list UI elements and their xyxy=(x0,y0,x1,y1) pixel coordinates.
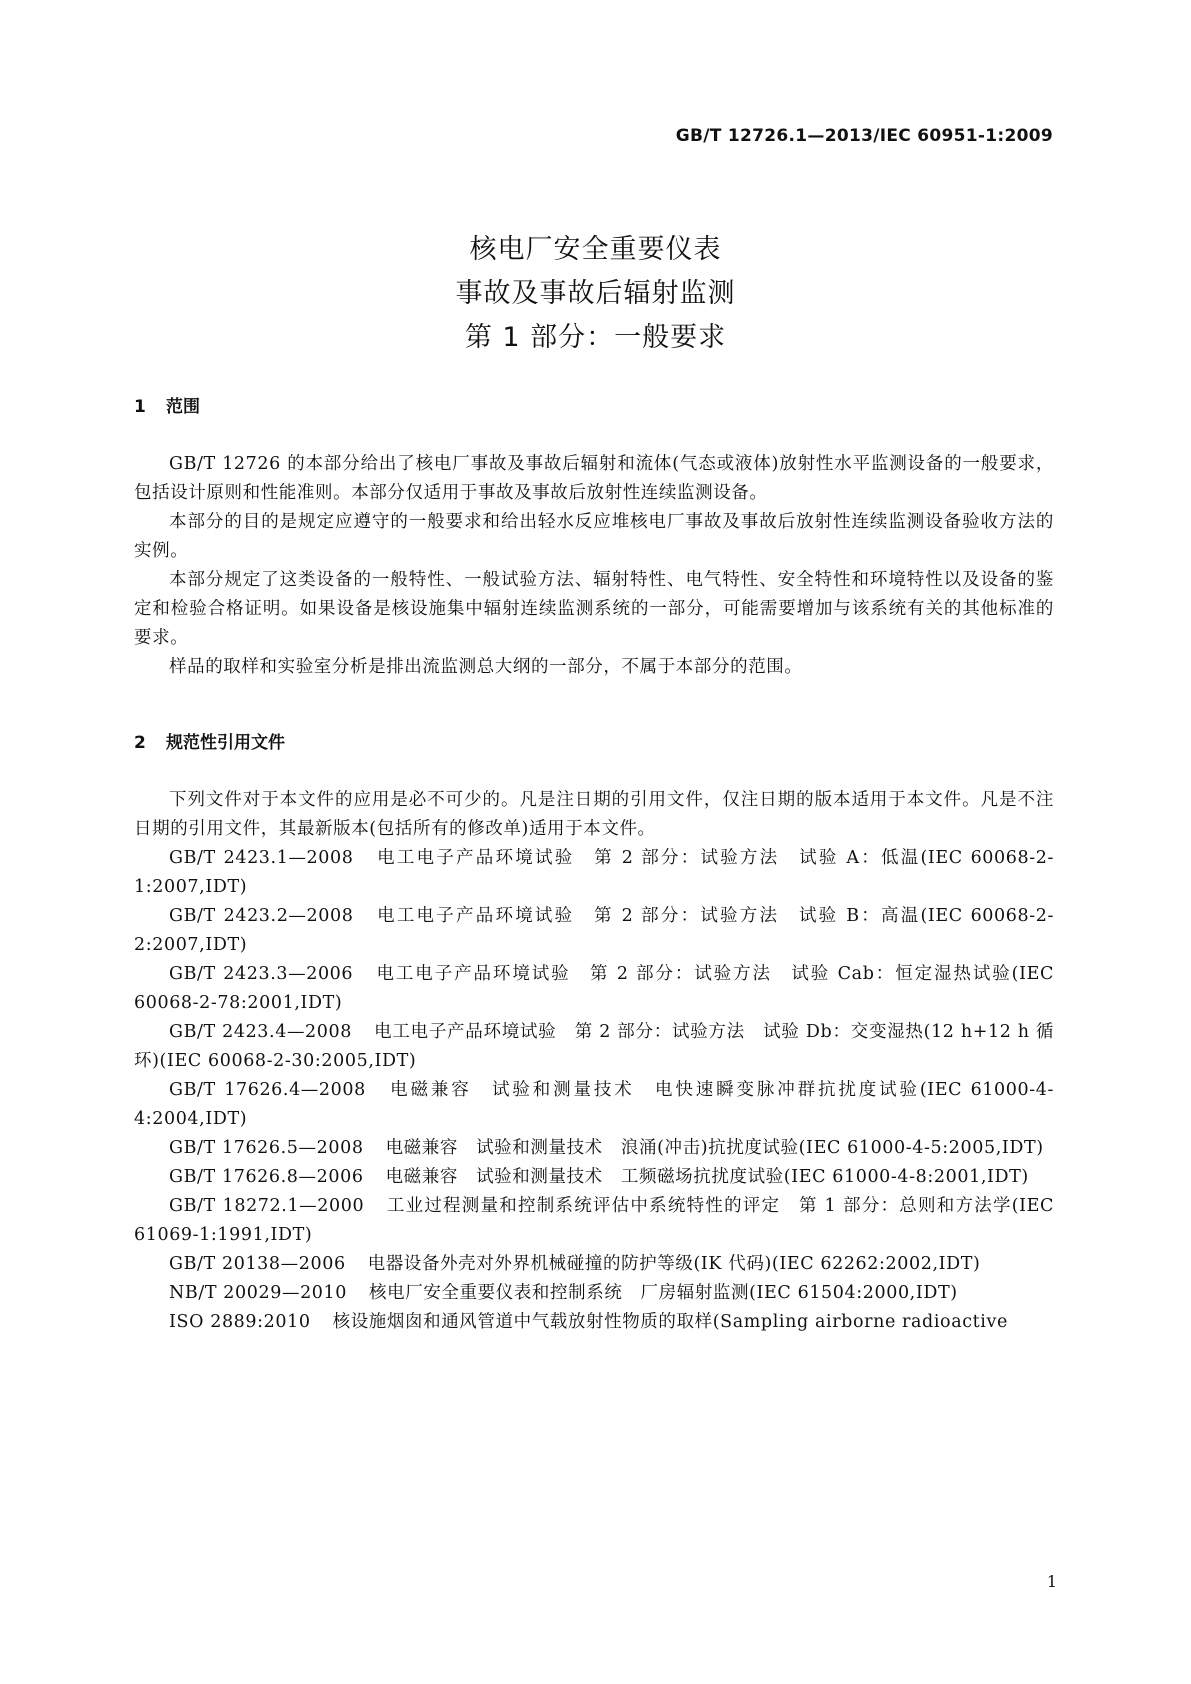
paragraph: 样品的取样和实验室分析是排出流监测总大纲的一部分，不属于本部分的范围。 xyxy=(169,657,803,677)
reference-title: 工业过程测量和控制系统评估中系统特性的评定 第 1 部分：总则和方法学(IEC 61069-1:1991,IDT) xyxy=(134,1196,1055,1245)
reference-title: 电器设备外壳对外界机械碰撞的防护等级(IK 代码)(IEC 62262:2002,IDT) xyxy=(367,1254,981,1274)
title-line-1: 核电厂安全重要仪表 xyxy=(469,234,722,265)
reference-title: 电工电子产品环境试验 第 2 部分：试验方法 试验 Db：交变湿热(12 h+12 h 循环)(IEC 60068-2-30:2005,IDT) xyxy=(134,1022,1055,1071)
reference-code: GB/T 18272.1—2000 xyxy=(169,1196,365,1216)
reference-code: GB/T 2423.3—2006 xyxy=(169,964,354,984)
title-line-2: 事故及事故后辐射监测 xyxy=(455,278,736,309)
reference-title: 电工电子产品环境试验 第 2 部分：试验方法 试验 Cab：恒定湿热试验(IEC 60068-2-78:2001,IDT) xyxy=(134,964,1054,1013)
reference-item xyxy=(134,1018,1054,1076)
title-line-3: 第 1 部分：一般要求 xyxy=(464,322,727,353)
standard-code: GB/T 12726.1—2013/IEC 60951-1:2009 xyxy=(675,126,1053,146)
section-1-body xyxy=(134,450,1054,682)
reference-title: 电工电子产品环境试验 第 2 部分：试验方法 试验 A：低温(IEC 60068-2-1:2007,IDT) xyxy=(134,848,1055,897)
reference-item xyxy=(134,1134,1054,1163)
reference-title: 电磁兼容 试验和测量技术 工频磁场抗扰度试验(IEC 61000-4-8:2001,IDT) xyxy=(385,1167,1029,1187)
paragraph: 本部分的目的是规定应遵守的一般要求和给出轻水反应堆核电厂事故及事故后放射性连续监测设备验收方法的实例。 xyxy=(134,512,1054,561)
section-number: 2 xyxy=(134,733,146,753)
reference-title: 电工电子产品环境试验 第 2 部分：试验方法 试验 B：高温(IEC 60068-2-2:2007,IDT) xyxy=(134,906,1054,955)
reference-title: 核设施烟囱和通风管道中气载放射性物质的取样(Sampling airborne radioactive xyxy=(332,1312,1008,1332)
section-2-heading xyxy=(134,728,285,753)
paragraph: 本部分规定了这类设备的一般特性、一般试验方法、辐射特性、电气特性、安全特性和环境特性以及设备的鉴定和检验合格证明。如果设备是核设施集中辐射连续监测系统的一部分，可能需要增加与该系统有关的其他标准的要求。 xyxy=(134,570,1054,648)
section-1-heading xyxy=(134,392,200,417)
reference-code: GB/T 2423.4—2008 xyxy=(169,1022,352,1042)
reference-title: 电磁兼容 试验和测量技术 电快速瞬变脉冲群抗扰度试验(IEC 61000-4-4:2004,IDT) xyxy=(134,1080,1055,1129)
reference-item xyxy=(134,844,1054,902)
reference-code: GB/T 2423.1—2008 xyxy=(169,848,354,868)
section-number: 1 xyxy=(134,397,146,417)
reference-code: GB/T 2423.2—2008 xyxy=(169,906,354,926)
page-number: 1 xyxy=(1046,1572,1057,1591)
paragraph: 下列文件对于本文件的应用是必不可少的。凡是注日期的引用文件，仅注日期的版本适用于本文件。凡是不注日期的引用文件，其最新版本(包括所有的修改单)适用于本文件。 xyxy=(134,790,1054,839)
reference-code: ISO 2889:2010 xyxy=(169,1312,311,1332)
reference-item xyxy=(134,1076,1054,1134)
reference-item xyxy=(134,1279,1054,1308)
reference-item xyxy=(134,1308,1054,1337)
reference-code: GB/T 17626.4—2008 xyxy=(169,1080,366,1100)
section-title: 范围 xyxy=(166,397,200,417)
section-title: 规范性引用文件 xyxy=(166,733,285,753)
reference-item xyxy=(134,1163,1054,1192)
reference-item xyxy=(134,960,1054,1018)
section-2-body xyxy=(134,786,1054,1337)
reference-item xyxy=(134,1192,1054,1250)
reference-code: GB/T 20138—2006 xyxy=(169,1254,346,1274)
reference-item xyxy=(134,902,1054,960)
reference-title: 电磁兼容 试验和测量技术 浪涌(冲击)抗扰度试验(IEC 61000-4-5:2005,IDT) xyxy=(385,1138,1044,1158)
paragraph: GB/T 12726 的本部分给出了核电厂事故及事故后辐射和流体(气态或液体)放射性水平监测设备的一般要求，包括设计原则和性能准则。本部分仅适用于事故及事故后放射性连续监测设备。 xyxy=(134,454,1054,503)
reference-title: 核电厂安全重要仪表和控制系统 厂房辐射监测(IEC 61504:2000,IDT) xyxy=(369,1283,958,1303)
reference-code: GB/T 17626.5—2008 xyxy=(169,1138,364,1158)
reference-code: NB/T 20029—2010 xyxy=(169,1283,348,1303)
reference-code: GB/T 17626.8—2006 xyxy=(169,1167,364,1187)
document-title xyxy=(0,228,1191,360)
reference-item xyxy=(134,1250,1054,1279)
